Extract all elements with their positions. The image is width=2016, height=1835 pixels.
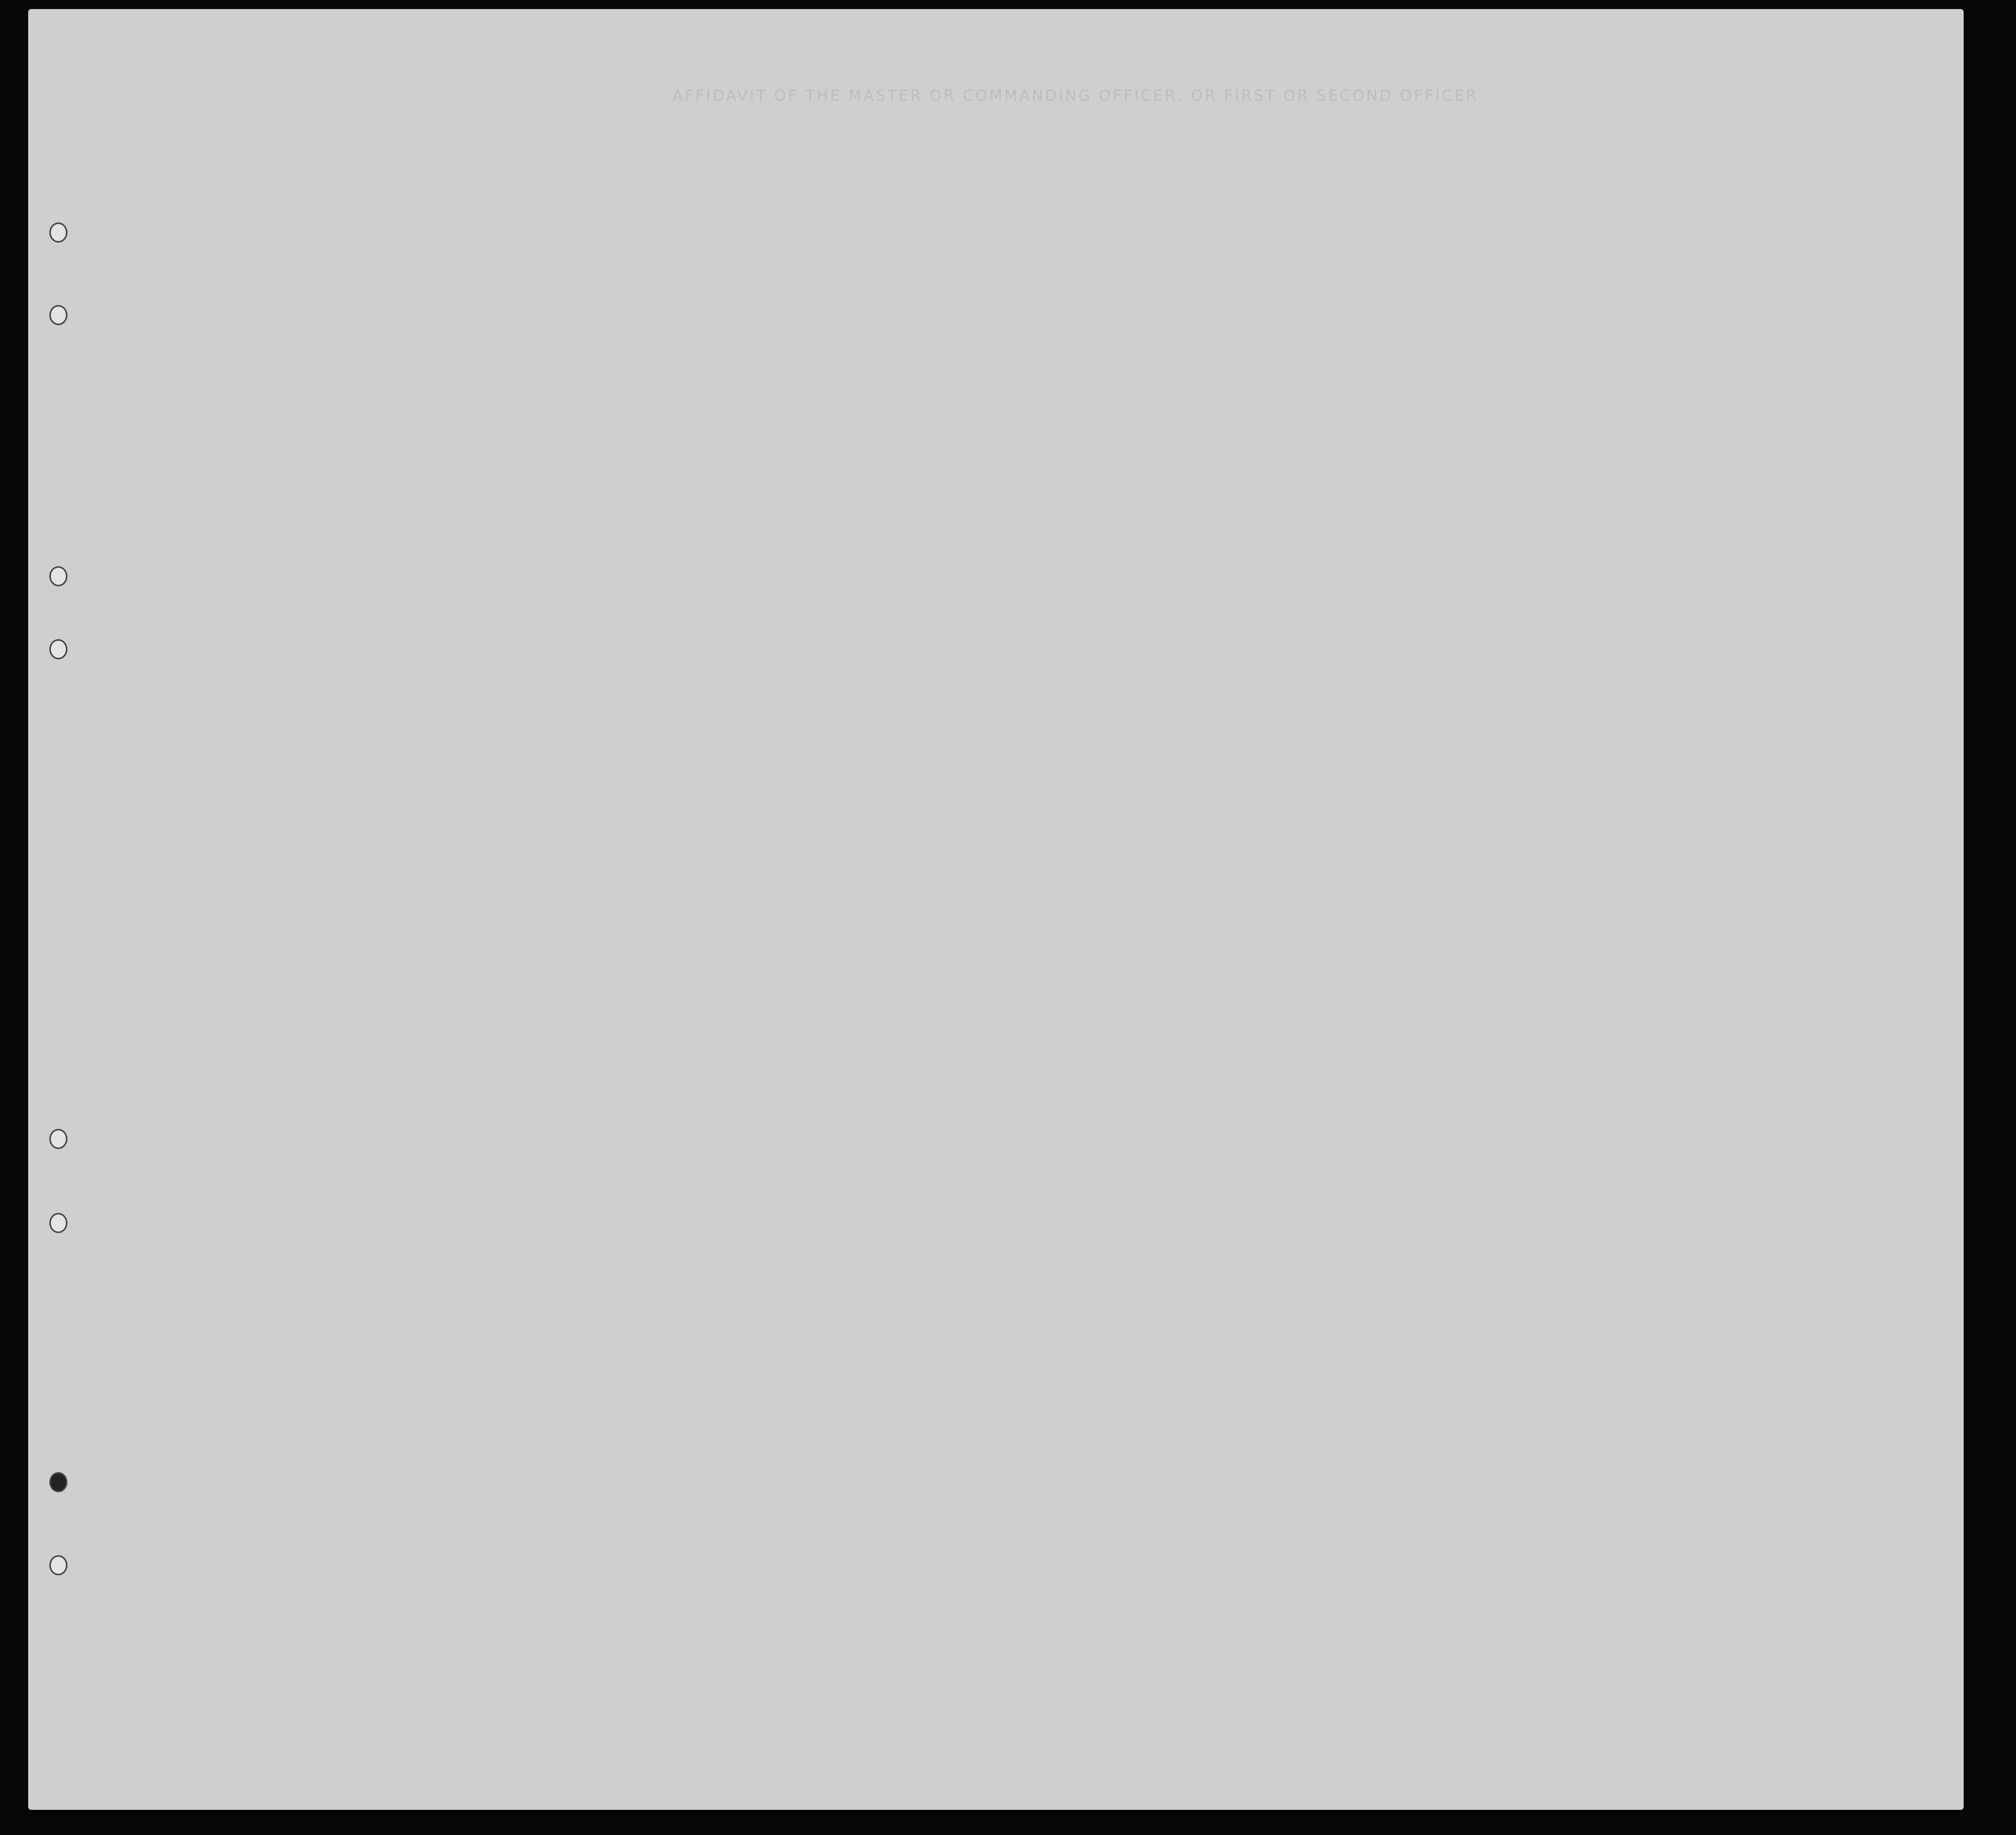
- pen-marks: [28, 9, 1964, 1810]
- bleed-through-text: AFFIDAVIT OF THE MASTER OR COMMANDING OFFICER, OR FIRST OR SECOND OFFICER: [672, 87, 1479, 105]
- manifest-sheet: [28, 9, 1964, 1810]
